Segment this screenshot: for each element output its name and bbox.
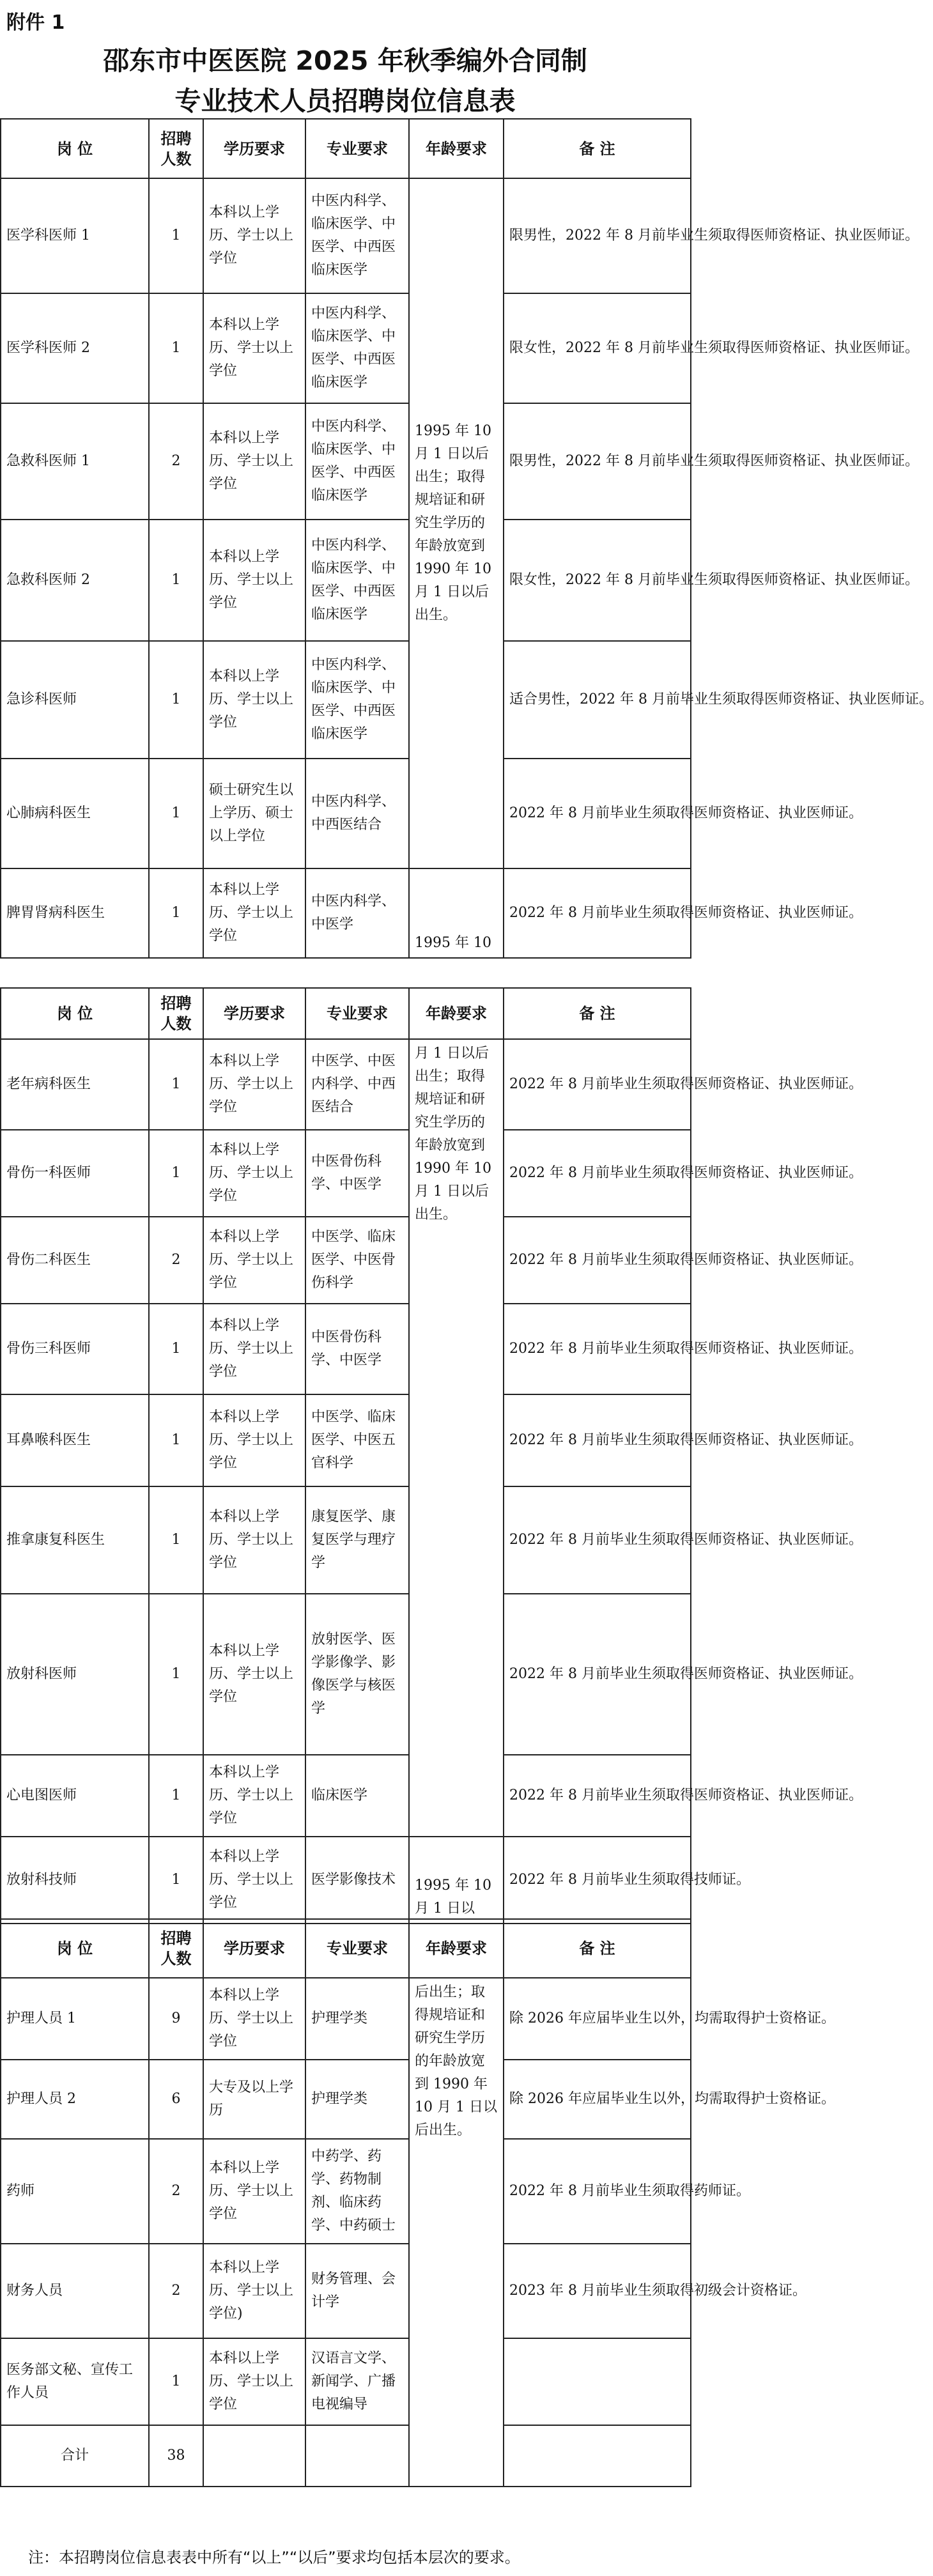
cell-major: 放射医学、医学影像学、影像医学与核医学 (305, 1594, 409, 1755)
cell-remark: 除 2026 年应届毕业生以外，均需取得护士资格证。 (504, 1978, 691, 2060)
table-row (1, 403, 691, 520)
cell-major: 中医学、临床医学、中医骨伤科学 (305, 1217, 409, 1304)
cell-count: 1 (149, 868, 203, 958)
table-row (1, 1837, 691, 1924)
cell-count: 1 (149, 1755, 203, 1837)
table-row (1, 520, 691, 641)
cell-position: 骨伤一科医师 (1, 1130, 149, 1217)
cell-education: 本科以上学历、学士以上学位 (203, 1837, 305, 1924)
table-row (1, 641, 691, 759)
cell-age: 1995 年 10 月 1 日以后出生；取得规培证和研究生学历的年龄放宽到 1990 年 10 月 1 日以后出生。 (409, 178, 504, 868)
cell-position: 护理人员 1 (1, 1978, 149, 2060)
table-row (1, 1217, 691, 1304)
table-row (1, 293, 691, 403)
cell-major: 中医学、中医内科学、中西医结合 (305, 1039, 409, 1130)
cell-position: 急救科医师 2 (1, 520, 149, 641)
cell-count: 1 (149, 641, 203, 759)
cell-count: 1 (149, 1130, 203, 1217)
cell-major: 中医内科学、临床医学、中医学、中西医临床医学 (305, 178, 409, 293)
header-count: 招聘人数 (149, 988, 203, 1039)
cell-education: 本科以上学历、学士以上学位 (203, 1217, 305, 1304)
cell-remark: 2022 年 8 月前毕业生须取得技师证。 (504, 1837, 691, 1924)
cell-education: 本科以上学历、学士以上学位 (203, 1978, 305, 2060)
cell-position: 药师 (1, 2139, 149, 2244)
cell-remark: 2022 年 8 月前毕业生须取得医师资格证、执业医师证。 (504, 1304, 691, 1394)
cell-count: 1 (149, 759, 203, 868)
cell-age: 后出生；取得规培证和研究生学历的年龄放宽到 1990 年 10 月 1 日以后出生。 (409, 1978, 504, 2487)
cell-education: 本科以上学历、学士以上学位 (203, 520, 305, 641)
cell-remark: 2022 年 8 月前毕业生须取得医师资格证、执业医师证。 (504, 1217, 691, 1304)
cell-position: 放射科技师 (1, 1837, 149, 1924)
table-header-row (1, 119, 691, 178)
cell-remark: 2022 年 8 月前毕业生须取得医师资格证、执业医师证。 (504, 1755, 691, 1837)
cell-remark: 2022 年 8 月前毕业生须取得医师资格证、执业医师证。 (504, 1486, 691, 1594)
table-row-total (1, 2425, 691, 2487)
cell-count: 1 (149, 1304, 203, 1394)
cell-position: 医学科医师 2 (1, 293, 149, 403)
header-major: 专业要求 (305, 1919, 409, 1978)
cell-count: 1 (149, 1394, 203, 1486)
cell-education: 本科以上学历、学士以上学位 (203, 1304, 305, 1394)
empty-cell (203, 2425, 305, 2487)
cell-remark: 2022 年 8 月前毕业生须取得医师资格证、执业医师证。 (504, 1039, 691, 1130)
header-education: 学历要求 (203, 119, 305, 178)
cell-remark: 2022 年 8 月前毕业生须取得医师资格证、执业医师证。 (504, 1594, 691, 1755)
cell-education: 本科以上学历、学士以上学位 (203, 178, 305, 293)
cell-education: 本科以上学历、学士以上学位 (203, 1755, 305, 1837)
cell-position: 耳鼻喉科医生 (1, 1394, 149, 1486)
cell-remark: 2022 年 8 月前毕业生须取得医师资格证、执业医师证。 (504, 868, 691, 958)
cell-position: 脾胃肾病科医生 (1, 868, 149, 958)
cell-education: 大专及以上学历 (203, 2060, 305, 2139)
cell-major: 临床医学 (305, 1755, 409, 1837)
position-table-3 (0, 1918, 835, 2487)
cell-remark: 2022 年 8 月前毕业生须取得医师资格证、执业医师证。 (504, 1130, 691, 1217)
cell-position: 急救科医师 1 (1, 403, 149, 520)
cell-education: 本科以上学历、学士以上学位 (203, 2139, 305, 2244)
table-header-row (1, 1919, 691, 1978)
table-row (1, 2060, 691, 2139)
header-major: 专业要求 (305, 988, 409, 1039)
cell-major: 中医内科学、中医学 (305, 868, 409, 958)
page-title-line-1: 邵东市中医医院 2025 年秋季编外合同制 (103, 45, 587, 76)
cell-count: 1 (149, 178, 203, 293)
table-row (1, 1755, 691, 1837)
cell-remark: 限男性，2022 年 8 月前毕业生须取得医师资格证、执业医师证。 (504, 403, 691, 520)
cell-remark: 2022 年 8 月前毕业生须取得医师资格证、执业医师证。 (504, 759, 691, 868)
cell-remark: 限女性，2022 年 8 月前毕业生须取得医师资格证、执业医师证。 (504, 293, 691, 403)
cell-education: 本科以上学历、学士以上学位 (203, 1394, 305, 1486)
cell-major: 中医内科学、临床医学、中医学、中西医临床医学 (305, 403, 409, 520)
cell-age: 月 1 日以后出生；取得规培证和研究生学历的年龄放宽到 1990 年 10 月 1 日以后出生。 (409, 1039, 504, 1837)
table-row (1, 1394, 691, 1486)
table-row (1, 1978, 691, 2060)
table-row (1, 2244, 691, 2338)
cell-position: 骨伤三科医师 (1, 1304, 149, 1394)
header-count: 招聘人数 (149, 1919, 203, 1978)
header-remark: 备 注 (504, 119, 691, 178)
table-row (1, 2139, 691, 2244)
table-row (1, 178, 691, 293)
cell-major: 中医内科学、临床医学、中医学、中西医临床医学 (305, 641, 409, 759)
cell-count: 1 (149, 2338, 203, 2425)
cell-position: 急诊科医师 (1, 641, 149, 759)
table-row (1, 1594, 691, 1755)
cell-education: 本科以上学历、学士以上学位 (203, 1486, 305, 1594)
cell-age-continued: 1995 年 10 月 1 日以 (409, 1837, 504, 1924)
cell-count: 1 (149, 1486, 203, 1594)
cell-remark: 除 2026 年应届毕业生以外，均需取得护士资格证。 (504, 2060, 691, 2139)
cell-education: 本科以上学历、学士以上学位 (203, 2338, 305, 2425)
cell-remark (504, 2338, 691, 2425)
cell-major: 财务管理、会计学 (305, 2244, 409, 2338)
cell-major: 中药学、药学、药物制剂、临床药学、中药硕士 (305, 2139, 409, 2244)
position-table-1 (0, 118, 933, 959)
cell-major: 中医内科学、中西医结合 (305, 759, 409, 868)
empty-cell (504, 2425, 691, 2487)
cell-education: 本科以上学历、学士以上学位) (203, 2244, 305, 2338)
table-header-row (1, 988, 691, 1039)
cell-position: 心电图医师 (1, 1755, 149, 1837)
cell-position: 骨伤二科医生 (1, 1217, 149, 1304)
header-age: 年龄要求 (409, 988, 504, 1039)
table-row (1, 1130, 691, 1217)
cell-remark: 2022 年 8 月前毕业生须取得药师证。 (504, 2139, 691, 2244)
cell-major: 医学影像技术 (305, 1837, 409, 1924)
cell-education: 本科以上学历、学士以上学位 (203, 1594, 305, 1755)
cell-major: 中医内科学、临床医学、中医学、中西医临床医学 (305, 520, 409, 641)
cell-count: 6 (149, 2060, 203, 2139)
cell-count: 1 (149, 1039, 203, 1130)
cell-remark: 2023 年 8 月前毕业生须取得初级会计资格证。 (504, 2244, 691, 2338)
table-row (1, 1039, 691, 1130)
cell-position: 推拿康复科医生 (1, 1486, 149, 1594)
cell-position: 财务人员 (1, 2244, 149, 2338)
position-table-2 (0, 987, 863, 1924)
cell-age-continued: 1995 年 10 (409, 868, 504, 958)
table-row (1, 2338, 691, 2425)
cell-position: 心肺病科医生 (1, 759, 149, 868)
cell-count: 2 (149, 2244, 203, 2338)
header-remark: 备 注 (504, 988, 691, 1039)
page-title-line-2: 专业技术人员招聘岗位信息表 (174, 86, 516, 116)
cell-major: 汉语言文学、新闻学、广播电视编导 (305, 2338, 409, 2425)
attachment-label: 附件 1 (6, 12, 65, 34)
cell-major: 护理学类 (305, 2060, 409, 2139)
cell-remark: 2022 年 8 月前毕业生须取得医师资格证、执业医师证。 (504, 1394, 691, 1486)
empty-cell (305, 2425, 409, 2487)
header-position: 岗 位 (1, 119, 149, 178)
cell-major: 护理学类 (305, 1978, 409, 2060)
cell-education: 硕士研究生以上学历、硕士以上学位 (203, 759, 305, 868)
cell-position: 护理人员 2 (1, 2060, 149, 2139)
table-row (1, 868, 691, 958)
cell-education: 本科以上学历、学士以上学位 (203, 868, 305, 958)
cell-count: 2 (149, 1217, 203, 1304)
header-position: 岗 位 (1, 988, 149, 1039)
cell-education: 本科以上学历、学士以上学位 (203, 1130, 305, 1217)
cell-count: 2 (149, 403, 203, 520)
header-count: 招聘人数 (149, 119, 203, 178)
cell-position: 医学科医师 1 (1, 178, 149, 293)
table-row (1, 759, 691, 868)
cell-major: 康复医学、康复医学与理疗学 (305, 1486, 409, 1594)
header-major: 专业要求 (305, 119, 409, 178)
total-label: 合计 (1, 2425, 149, 2487)
footnote: 注：本招聘岗位信息表表中所有“以上”“以后”要求均包括本层次的要求。 (28, 2549, 520, 2566)
cell-remark: 限男性，2022 年 8 月前毕业生须取得医师资格证、执业医师证。 (504, 178, 691, 293)
cell-education: 本科以上学历、学士以上学位 (203, 1039, 305, 1130)
table-row (1, 1304, 691, 1394)
cell-education: 本科以上学历、学士以上学位 (203, 293, 305, 403)
cell-count: 9 (149, 1978, 203, 2060)
header-education: 学历要求 (203, 1919, 305, 1978)
cell-count: 1 (149, 293, 203, 403)
header-position: 岗 位 (1, 1919, 149, 1978)
cell-education: 本科以上学历、学士以上学位 (203, 403, 305, 520)
cell-major: 中医骨伤科学、中医学 (305, 1304, 409, 1394)
cell-remark: 适合男性，2022 年 8 月前毕业生须取得医师资格证、执业医师证。 (504, 641, 691, 759)
header-age: 年龄要求 (409, 119, 504, 178)
cell-count: 1 (149, 520, 203, 641)
cell-count: 1 (149, 1594, 203, 1755)
header-education: 学历要求 (203, 988, 305, 1039)
cell-position: 放射科医师 (1, 1594, 149, 1755)
cell-major: 中医内科学、临床医学、中医学、中西医临床医学 (305, 293, 409, 403)
header-remark: 备 注 (504, 1919, 691, 1978)
cell-education: 本科以上学历、学士以上学位 (203, 641, 305, 759)
cell-position: 老年病科医生 (1, 1039, 149, 1130)
cell-count: 1 (149, 1837, 203, 1924)
cell-count: 2 (149, 2139, 203, 2244)
cell-major: 中医学、临床医学、中医五官科学 (305, 1394, 409, 1486)
cell-remark: 限女性，2022 年 8 月前毕业生须取得医师资格证、执业医师证。 (504, 520, 691, 641)
header-age: 年龄要求 (409, 1919, 504, 1978)
total-count: 38 (149, 2425, 203, 2487)
cell-position: 医务部文秘、宣传工作人员 (1, 2338, 149, 2425)
table-row (1, 1486, 691, 1594)
cell-major: 中医骨伤科学、中医学 (305, 1130, 409, 1217)
